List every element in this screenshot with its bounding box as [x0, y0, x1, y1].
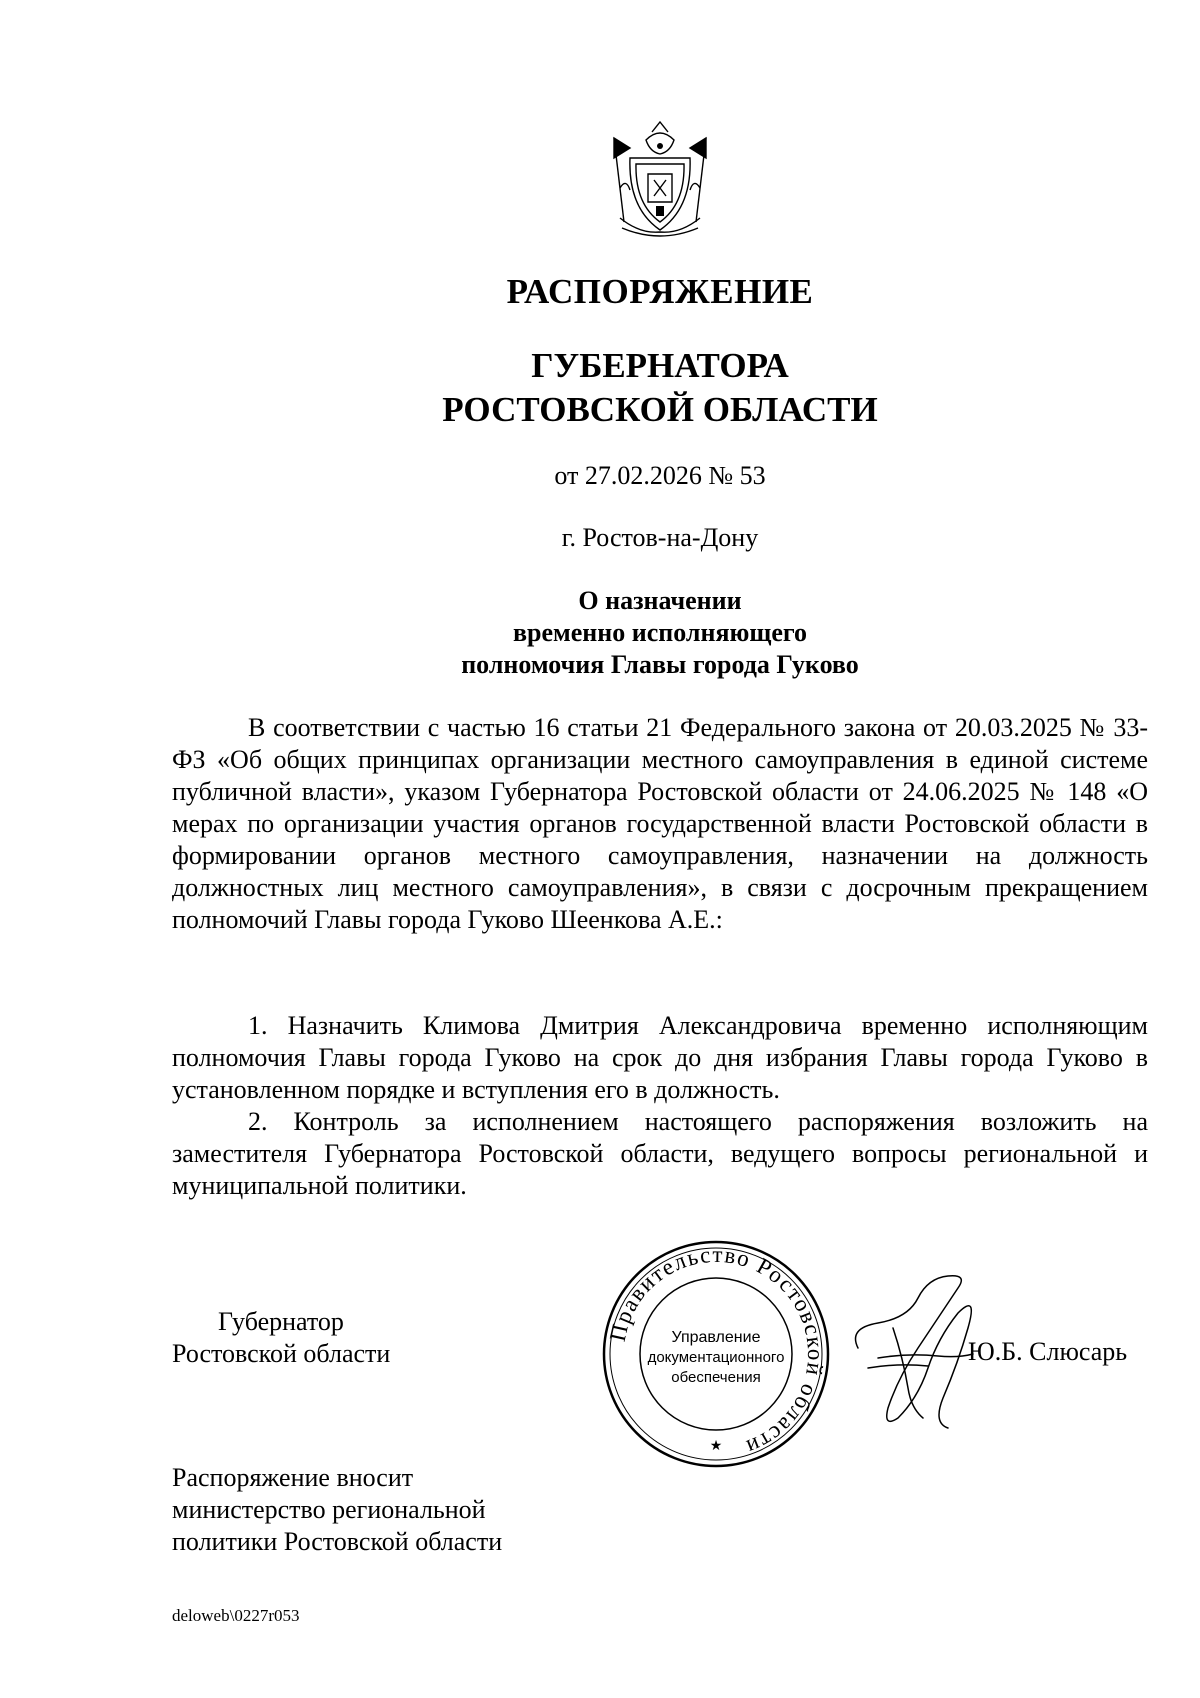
handwritten-signature [848, 1268, 988, 1443]
seal-center-line-3: обеспечения [671, 1369, 761, 1386]
document-type-title: РАСПОРЯЖЕНИЕ [506, 272, 814, 311]
issuer-line-1: ГУБЕРНАТОРА [531, 346, 789, 385]
subject-line-3: полномочия Главы города Гуково [461, 650, 859, 679]
seal-center-line-1: Управление [671, 1329, 761, 1346]
submitted-by-note [172, 1462, 502, 1558]
seal-star-icon: ★ [709, 1438, 723, 1454]
subject-line-2: временно исполняющего [512, 618, 808, 647]
preamble-text: В соответствии с частью 16 статьи 21 Федерального закона от 20.03.2025 № 33-ФЗ «Об общих принципах организации местного самоуправления в единой системе публичной власти», указом Губернатора Ростовской области от 24.06.2025 № 148 «О мерах по организации участия органов государственной власти Ростовской области в формировании органов местного самоуправления, назначении на должность должностных лиц местного самоуправления», в связи с досрочным прекращением полномочий Главы города Гуково Шеенкова А.Е.: [172, 713, 1148, 934]
seal-ring-text: Правительство Ростовской области [604, 1241, 829, 1461]
preamble-paragraph [172, 712, 1148, 936]
item-1-text: 1. Назначить Климова Дмитрия Александровича временно исполняющим полномочия Главы города Гуково на срок до дня избрания Главы города Гуково в установленном порядке и вступления его в должность. [172, 1011, 1148, 1104]
signatory-position [172, 1306, 390, 1370]
city: г. Ростов-на-Дону [561, 523, 759, 552]
item-1-paragraph [172, 1010, 1148, 1106]
registration-number: deloweb\0227r053 [172, 1606, 300, 1625]
submitted-by-line-3: политики Ростовской области [172, 1527, 503, 1556]
date-number: от 27.02.2026 № 53 [554, 461, 766, 490]
item-2-paragraph [172, 1106, 1148, 1202]
item-2-text: 2. Контроль за исполнением настоящего распоряжения возложить на заместителя Губернатора Ростовской области, ведущего вопросы региональной и муниципальной политики. [172, 1107, 1148, 1200]
position-line-1: Губернатор [218, 1307, 344, 1336]
submitted-by-line-2: министерство региональной [172, 1495, 486, 1524]
seal-center-line-2: документационного [647, 1349, 785, 1366]
signatory-name: Ю.Б. Слюсарь [968, 1337, 1128, 1366]
coat-of-arms-icon [600, 118, 720, 242]
position-line-2: Ростовской области [172, 1339, 391, 1368]
issuer-line-2: РОСТОВСКОЙ ОБЛАСТИ [442, 390, 878, 429]
subject-line-1: О назначении [578, 586, 742, 615]
official-seal-stamp [600, 1238, 832, 1470]
submitted-by-line-1: Распоряжение вносит [172, 1463, 414, 1492]
